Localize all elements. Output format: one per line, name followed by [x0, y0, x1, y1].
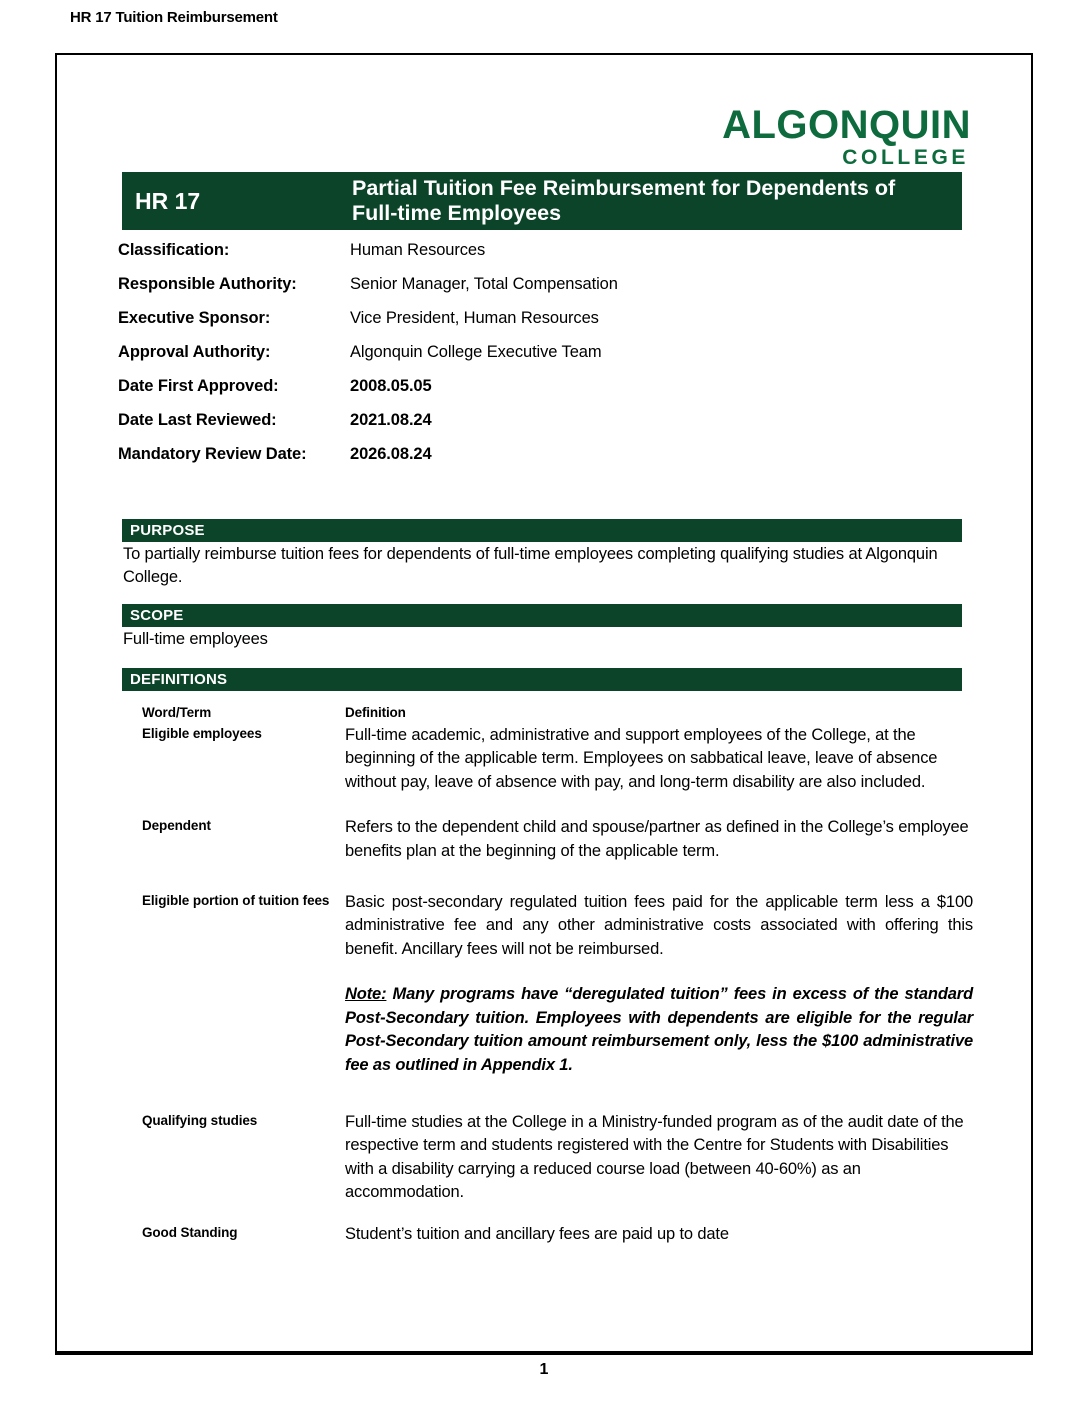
definition-text: Basic post-secondary regulated tuition fees paid for the applicable term less a $100 administrative fee and any other administrative costs associated with offering this benefit. Ancillary fees will not be reimbursed.: [345, 893, 973, 958]
metadata-value: Human Resources: [350, 241, 486, 259]
metadata-label: Mandatory Review Date:: [118, 445, 307, 463]
page-number: 1: [539, 1361, 549, 1378]
definition-note-row: [123, 983, 973, 1077]
section-heading-purpose: PURPOSE: [122, 519, 962, 542]
metadata-label: Date Last Reviewed:: [118, 411, 277, 429]
table-row: [118, 275, 958, 309]
definition-note: [345, 983, 973, 1077]
metadata-value: Algonquin College Executive Team: [350, 343, 602, 361]
metadata-value: 2008.05.05: [350, 377, 432, 395]
definitions-table: [123, 703, 973, 1246]
section-body-scope: Full-time employees: [123, 630, 268, 648]
section-body-purpose: To partially reimburse tuition fees for dependents of full-time employees completing qualifying studies at Algonquin College.: [123, 545, 938, 586]
page-content: [55, 53, 1033, 1353]
definition-note-lead: Note:: [345, 985, 387, 1004]
metadata-value: 2021.08.24: [350, 411, 432, 429]
policy-code: HR 17: [135, 187, 201, 214]
definition-term: Qualifying studies: [142, 1112, 258, 1128]
definition-note-text: Many programs have “deregulated tuition” fees in excess of the standard Post-Secondary tuition. Employees with dependents are eligible for the regular Post-Secondary tuition amount reimbursement only, less the $100 administrative fee as outlined in Appendix 1.: [345, 985, 973, 1074]
metadata-label: Responsible Authority:: [118, 275, 297, 293]
metadata-value: Vice President, Human Resources: [350, 309, 599, 327]
definitions-term-header: Word/Term: [142, 705, 212, 720]
section-heading-definitions: DEFINITIONS: [122, 668, 962, 691]
algonquin-college-logo: [722, 105, 971, 168]
spacer: [123, 794, 973, 816]
metadata-label: Classification:: [118, 241, 230, 259]
table-row: [118, 411, 958, 445]
page-title: Partial Tuition Fee Reimbursement for Dependents of Full-time Employees: [352, 175, 896, 225]
logo-wordmark-primary: ALGONQUIN: [722, 103, 971, 147]
definition-term: Eligible employees: [142, 725, 262, 741]
definitions-column-headers: [123, 703, 973, 724]
spacer: [123, 1205, 973, 1223]
logo-wordmark-secondary: COLLEGE: [842, 146, 969, 169]
metadata-value: Senior Manager, Total Compensation: [350, 275, 618, 293]
metadata-value: 2026.08.24: [350, 445, 432, 463]
table-row: [123, 1223, 973, 1246]
definition-text: Refers to the dependent child and spouse/partner as defined in the College’s employee benefits plan at the beginning of the applicable term.: [345, 818, 969, 860]
spacer: [123, 961, 973, 983]
table-row: [123, 1111, 973, 1205]
metadata-label: Date First Approved:: [118, 377, 279, 395]
definition-text: Full-time academic, administrative and support employees of the College, at the beginning of the applicable term. Employees on sabbatical leave, leave of absence without pay, leave of absence with pay, and long-term disability are also included.: [345, 725, 938, 791]
table-row: [123, 724, 973, 794]
definition-text: Student’s tuition and ancillary fees are paid up to date: [345, 1224, 729, 1243]
table-row: [123, 816, 973, 863]
definitions-definition-header: Definition: [345, 705, 406, 720]
metadata-label: Executive Sponsor:: [118, 309, 271, 327]
footer-divider: [55, 1353, 1033, 1355]
spacer: [123, 863, 973, 891]
table-row: [118, 241, 958, 275]
definition-term: Dependent: [142, 818, 211, 834]
policy-title-bar: [122, 172, 962, 230]
metadata-label: Approval Authority:: [118, 343, 271, 361]
table-row: [118, 309, 958, 343]
definition-term: Eligible portion of tuition fees: [142, 893, 330, 909]
table-row: [118, 343, 958, 377]
table-row: [123, 891, 973, 961]
definition-term: Good Standing: [142, 1224, 238, 1240]
section-heading-scope: SCOPE: [122, 604, 962, 627]
table-row: [118, 445, 958, 479]
policy-metadata-table: [118, 241, 958, 479]
table-row: [118, 377, 958, 411]
running-header: HR 17 Tuition Reimbursement: [70, 9, 278, 26]
definition-text: Full-time studies at the College in a Ministry-funded program as of the audit date of the respective term and students registered with the Centre for Students with Disabilities with a disability carrying a reduced course load (between 40-60%) as an accommodation.: [345, 1112, 964, 1202]
spacer: [123, 1077, 973, 1111]
